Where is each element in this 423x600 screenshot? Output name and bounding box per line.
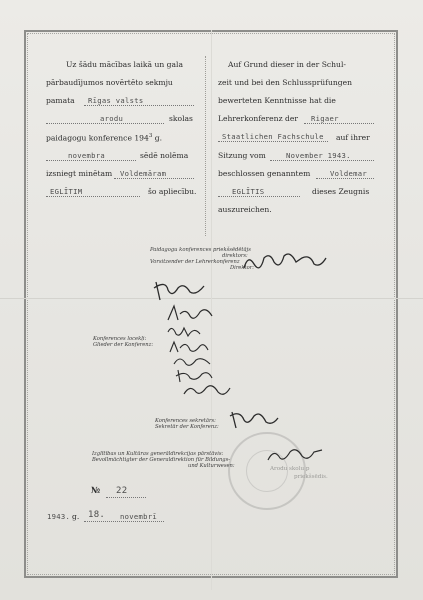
lv-surname-typed: EGLĪTIM (50, 187, 83, 196)
de-dotted-line-5 (218, 196, 300, 197)
de-line-3: bewerteten Kenntnisse hat die (218, 96, 336, 105)
number-symbol: № (91, 486, 101, 496)
lv-conference (46, 133, 162, 143)
lv-izsniegt: izsniegt minētam (46, 169, 113, 178)
number-dotted-line (106, 497, 146, 498)
de-name-typed: Voldemar (330, 169, 368, 178)
secretary-caption-lv: Konferences sekretārs: (155, 418, 216, 424)
lv-arodu-typed: arodu (100, 114, 124, 123)
chair-caption-lv: Paidagogu konferences priekšsēdētājs (150, 247, 251, 253)
de-line-4a: Lehrerkonferenz der (218, 114, 298, 123)
day-typed: 18. (88, 510, 106, 520)
lv-dotted-line-5 (46, 196, 140, 197)
member-signature-1 (150, 278, 210, 304)
lv-conference-g: g. (154, 133, 163, 143)
director-signature (240, 248, 330, 274)
de-dotted-line-4 (316, 178, 374, 179)
de-sitzung: Sitzung vom (218, 151, 266, 160)
lv-month-typed: novembra (68, 151, 106, 160)
de-school2-typed: Staatlichen Fachschule (222, 132, 324, 141)
lv-dotted-line-1 (84, 105, 194, 106)
lv-dotted-line-2 (46, 123, 164, 124)
year-g: g. (72, 512, 80, 521)
lv-seda: sēdē nolēma (140, 151, 189, 160)
de-line-1: Auf Grund dieser in der Schul- (228, 60, 346, 69)
de-zeugnis: dieses Zeugnis (312, 187, 370, 196)
members-caption-lv: Konferences locekļi: (93, 336, 147, 342)
lv-pamata: pamata (46, 96, 75, 105)
de-auszureichen: auszureichen. (218, 205, 272, 214)
de-dotted-line-3 (270, 160, 374, 161)
lv-dotted-line-3 (46, 160, 136, 161)
lv-dotted-line-4 (114, 178, 194, 179)
stamp-note-line-1: Arodu skolu p (270, 466, 310, 472)
dept-caption-lv: Izglītības un Kultūras generāldirekcijas pārstāvis: (92, 451, 224, 457)
chair-caption-lv2: direktors: (222, 253, 248, 259)
dept-caption-de2: und Kulturwesen: (188, 463, 235, 469)
members-caption-de: Glieder der Konferenz: (93, 342, 154, 348)
de-line-2: zeit und bei den Schlussprüfungen (218, 78, 352, 87)
lv-skolas: skolas (169, 114, 193, 123)
footer-month-typed: novembrī (120, 512, 158, 521)
number-typed: 22 (116, 486, 128, 496)
de-dotted-line-2 (218, 141, 328, 142)
secretary-caption-de: Sekretär der Konferenz: (155, 424, 219, 430)
date-dotted-line (84, 521, 164, 522)
chair-caption-de2: Direktor: (230, 265, 254, 271)
dept-caption-de1: Bevollmächtigter der Generaldirektion für Bildungs- (92, 457, 231, 463)
year-typed: 1943. (47, 512, 71, 521)
column-separator (205, 56, 206, 236)
member-signature-2 (164, 302, 220, 324)
de-school1-typed: Rigaer (311, 114, 339, 123)
stamp-note-line-2: priekšsēdis. (294, 474, 328, 480)
lv-line-2: pārbaudījumos novērtēto sekmju (46, 78, 173, 87)
lv-apliecibu: šo apliecību. (148, 187, 197, 196)
de-dotted-line-1 (304, 123, 374, 124)
de-surname-typed: EGLĪTIS (232, 187, 265, 196)
lv-conference-text: paidagogu konference 194 (46, 133, 149, 143)
lv-line-1: Uz šādu mācības laikā un gala (66, 60, 183, 69)
de-line-5b: auf ihrer (336, 133, 370, 142)
lv-school-typed: Rīgas valsts (88, 96, 144, 105)
lv-conference-sup: 3 (148, 133, 153, 139)
representative-signature (264, 444, 326, 466)
secretary-signature (226, 408, 282, 430)
lv-name-typed: Voldemāram (120, 169, 167, 178)
chair-caption-de: Vorsitzender der Lehrerkonferenz (150, 259, 240, 265)
de-beschlossen: beschlossen genanntem (218, 169, 311, 178)
de-date-typed: November 1943. (286, 151, 351, 160)
member-signature-7 (180, 380, 234, 400)
